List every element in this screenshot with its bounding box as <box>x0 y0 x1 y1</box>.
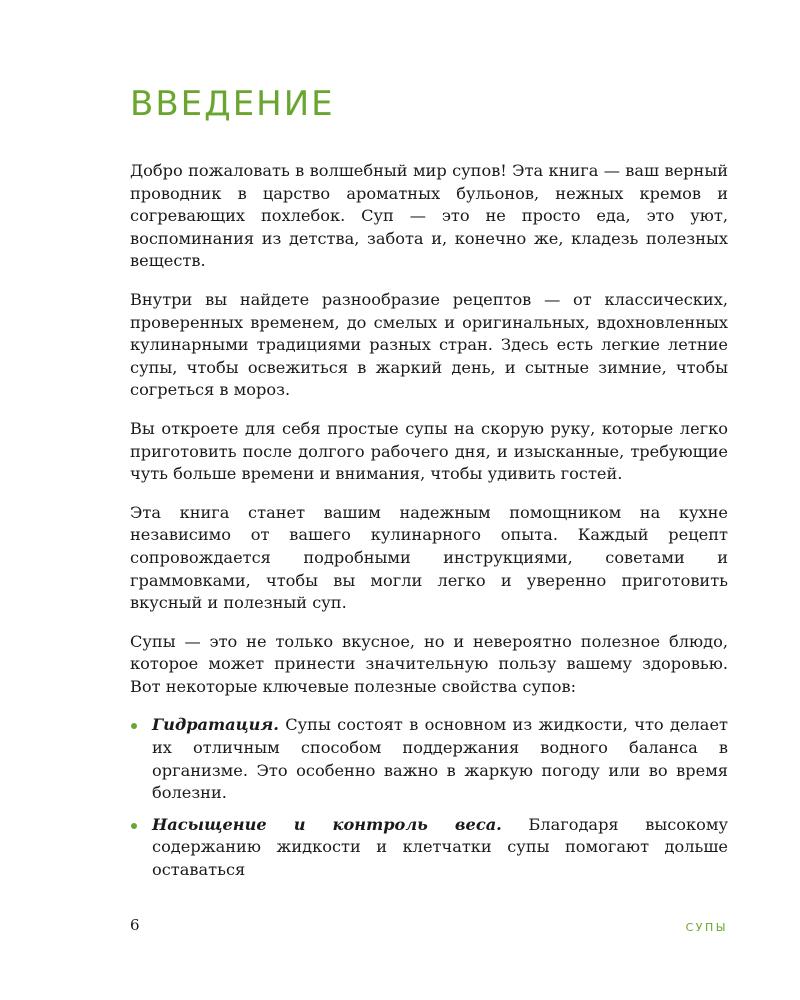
benefits-list <box>130 714 728 881</box>
list-item <box>130 814 728 882</box>
body-text <box>130 160 728 891</box>
running-footer-section: СУПЫ <box>685 921 728 934</box>
list-item <box>130 714 728 804</box>
paragraph-4: Эта книга станет вашим надежным помощником на кухне независимо от вашего кулинарного опыта. Каждый рецепт сопровождается подробными инструкциями, советами и граммовками, чтобы вы могли легко и уверенно приготовить вкусный и полезный суп. <box>130 502 728 613</box>
paragraph-3: Вы откроете для себя простые супы на скорую руку, которые легко приготовить после долгого рабочего дня, и изысканные, требующие чуть больше времени и внимания, чтобы удивить гостей. <box>130 418 728 484</box>
list-item-text: Благодаря высокому содержанию жидкости и клетчатки супы помогают дольше оставаться <box>152 814 728 880</box>
page-title: ВВЕДЕНИЕ <box>130 84 335 124</box>
page-number: 6 <box>130 916 140 934</box>
list-item-text: Супы состоят в основном из жидкости, что делает их отличным способом поддержания водного баланса в организме. Это особенно важно в жаркую погоду или во время болезни. <box>152 715 728 803</box>
paragraph-5: Супы — это не только вкусное, но и невероятно полезное блюдо, которое может принести значительную пользу вашему здоровью. Вот некоторые ключевые полезные свойства супов: <box>130 631 728 696</box>
bullet-icon <box>131 723 137 729</box>
paragraph-2: Внутри вы найдете разнообразие рецептов — от классических, проверенных временем, до смелых и оригинальных, вдохновленных кулинарными традициями разных стран. Здесь есть легкие летние супы, чтобы освежиться в жаркий день, и сытные зимние, чтобы согреться в мороз. <box>130 289 728 400</box>
paragraph-1: Добро пожаловать в волшебный мир супов! Эта книга — ваш верный проводник в царство ароматных бульонов, нежных кремов и согревающих похлебок. Суп — это не просто еда, это уют, воспоминания из детства, забота и, конечно же, кладезь полезных веществ. <box>130 161 728 271</box>
bullet-icon <box>131 823 137 829</box>
list-item-term: Насыщение и контроль веса. <box>152 814 502 834</box>
list-item-term: Гидратация. <box>152 715 279 735</box>
